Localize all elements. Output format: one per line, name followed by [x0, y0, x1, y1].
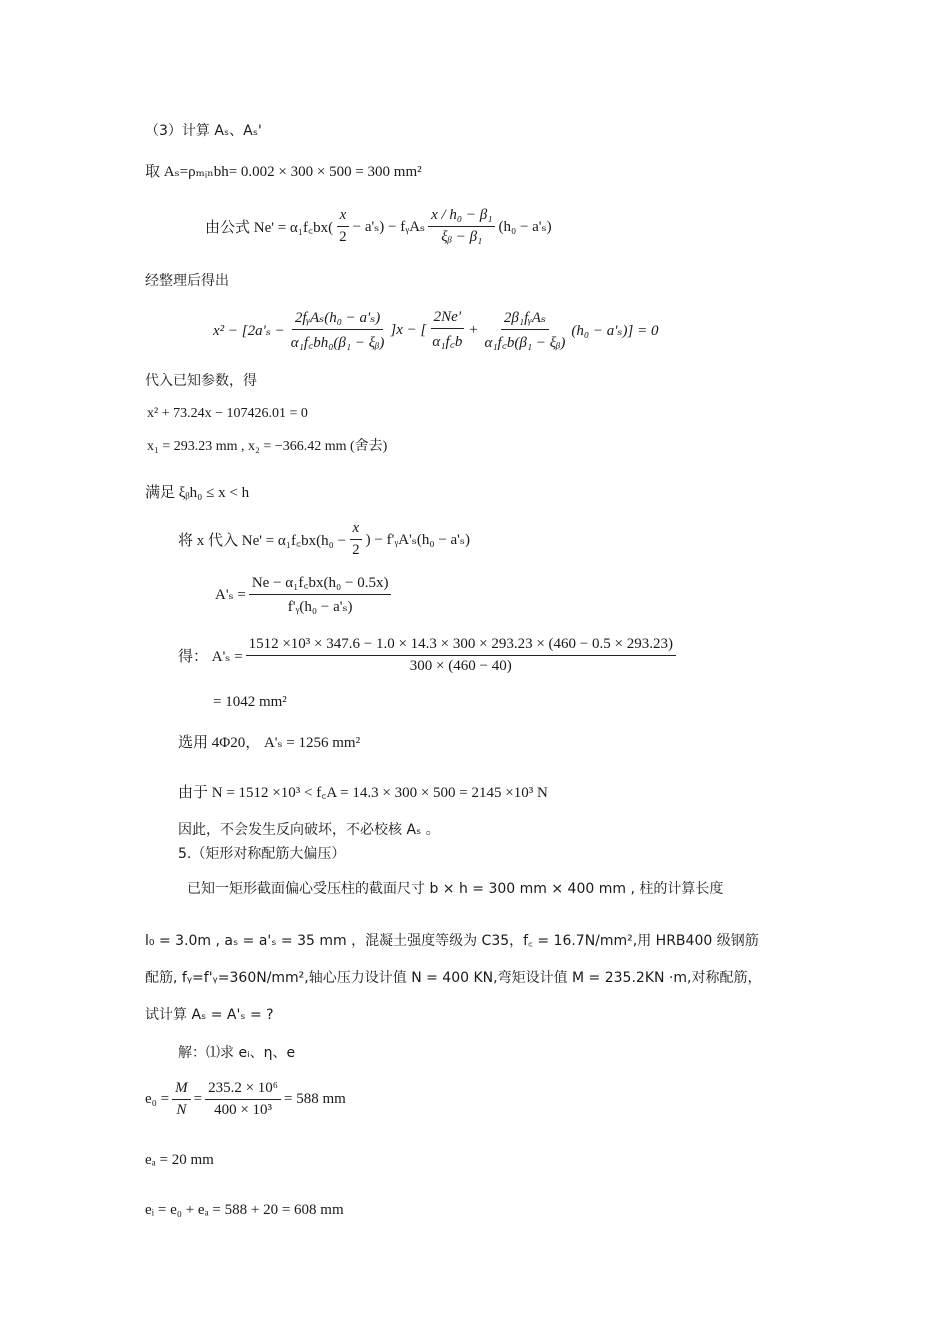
problem-line: 试计算 Aₛ = A'ₛ = ? — [145, 1007, 274, 1023]
numerator: 2fᵧAₛ(h₀ − a'ₛ) — [292, 308, 383, 330]
denominator: 400 × 10³ — [214, 1102, 273, 1118]
numerator: 2β₁fᵧAₛ — [501, 308, 549, 330]
eq-suffix: (h₀ − a'ₛ)] = 0 — [571, 322, 659, 339]
eq-mid: ]x − [ — [390, 321, 427, 338]
ei-line: eᵢ = e₀ + eₐ = 588 + 20 = 608 mm — [145, 1202, 344, 1218]
as-formula — [215, 572, 394, 616]
numerator: x / h₀ − β₁ — [428, 207, 495, 227]
as-prefix: A'ₛ = — [215, 586, 246, 603]
e0-suffix: = 588 mm — [284, 1091, 346, 1107]
denominator: N — [176, 1102, 187, 1118]
substitute-formula — [178, 520, 470, 559]
roots: x₁ = 293.23 mm , x₂ = −366.42 mm (舍去) — [147, 439, 388, 454]
numerator: M — [172, 1080, 191, 1100]
get-prefix: 得： A'ₛ = — [178, 649, 243, 665]
fraction — [205, 1080, 281, 1119]
numerator: 2Ne' — [431, 309, 464, 329]
denominator: 2 — [339, 229, 347, 245]
numerator: 1512 ×10³ × 347.6 − 1.0 × 14.3 × 300 × 293.23 × (460 − 0.5 × 293.23) — [246, 636, 676, 656]
fraction — [288, 308, 388, 352]
step3-heading: （3）计算 Aₛ、Aₛ' — [145, 123, 262, 139]
e0-prefix: e₀ = — [145, 1091, 170, 1107]
fraction — [429, 309, 465, 351]
formula-suffix: (h₀ − a'ₛ) — [498, 219, 552, 235]
conclusion: 因此，不会发生反向破坏，不必校核 Aₛ 。 — [178, 822, 440, 838]
formula-prefix: 由公式 Ne' = α₁f꜀bx( — [205, 220, 334, 236]
condition: 满足 ξᵦh₀ ≤ x < h — [145, 485, 250, 501]
rebar-selection: 选用 4Φ20， A'ₛ = 1256 mm² — [178, 735, 361, 751]
numerator: Ne − α₁f꜀bx(h₀ − 0.5x) — [249, 572, 392, 595]
sub-suffix: ) − f'ᵧA'ₛ(h₀ − a'ₛ) — [365, 532, 470, 548]
fraction — [349, 520, 363, 559]
quadratic-numeric: x² + 73.24x − 107426.01 = 0 — [147, 406, 308, 421]
fraction — [172, 1080, 191, 1119]
problem5-title: 5.（矩形对称配筋大偏压） — [178, 846, 346, 862]
ea-line: eₐ = 20 mm — [145, 1152, 214, 1168]
substitute-label: 代入已知参数，得 — [145, 373, 257, 389]
fraction — [428, 207, 495, 246]
denominator: ξᵦ − β₁ — [441, 229, 483, 245]
denominator: α₁f꜀bh₀(β₁ − ξᵦ) — [290, 335, 385, 351]
problem-line: 配筋, fᵧ=f'ᵧ=360N/mm²,轴心压力设计值 N = 400 KN,弯矩设计值 M = 235.2KN ·m,对称配筋， — [145, 970, 762, 986]
numerator: x — [350, 520, 363, 540]
sub-prefix: 将 x 代入 Ne' = α₁f꜀bx(h₀ − — [178, 533, 347, 549]
denominator: 2 — [352, 542, 360, 558]
fraction — [246, 636, 676, 675]
numerator: x — [337, 207, 350, 227]
denominator: 300 × (460 − 40) — [409, 658, 512, 674]
numerator: 235.2 × 10⁶ — [205, 1080, 281, 1100]
denominator: α₁f꜀b(β₁ − ξᵦ) — [484, 335, 566, 351]
problem-line: 已知一矩形截面偏心受压柱的截面尺寸 b × h = 300 mm × 400 mm , 柱的计算长度 — [187, 881, 724, 897]
eq-prefix: x² − [2a'ₛ − — [213, 322, 285, 339]
denominator: α₁f꜀b — [432, 334, 463, 350]
denominator: f'ᵧ(h₀ − a'ₛ) — [287, 599, 353, 615]
check-line: 由于 N = 1512 ×10³ < f꜀A = 14.3 × 300 × 500 = 2145 ×10³ N — [178, 785, 548, 801]
fraction — [336, 207, 350, 246]
formula-ne — [205, 207, 552, 246]
fraction — [481, 308, 568, 352]
e0-equals: = — [193, 1091, 203, 1107]
formula-mid: − a'ₛ) − fᵧAₛ — [352, 219, 426, 235]
e0-formula — [145, 1080, 346, 1119]
fraction — [249, 572, 392, 616]
eq-plus: + — [468, 321, 479, 338]
as-result: = 1042 mm² — [213, 694, 287, 710]
problem-line: l₀ = 3.0m , aₛ = a'ₛ = 35 mm ，混凝土强度等级为 C35，f꜀ = 16.7N/mm²,用 HRB400 级钢筋 — [145, 933, 759, 949]
solution-label: 解：⑴求 eᵢ、η、e — [178, 1045, 296, 1061]
take-as-line: 取 Aₛ=ρₘᵢₙbh= 0.002 × 300 × 500 = 300 mm² — [145, 164, 422, 180]
rearranged-label: 经整理后得出 — [145, 273, 229, 289]
as-numeric — [178, 636, 679, 675]
quadratic-general — [213, 308, 658, 352]
